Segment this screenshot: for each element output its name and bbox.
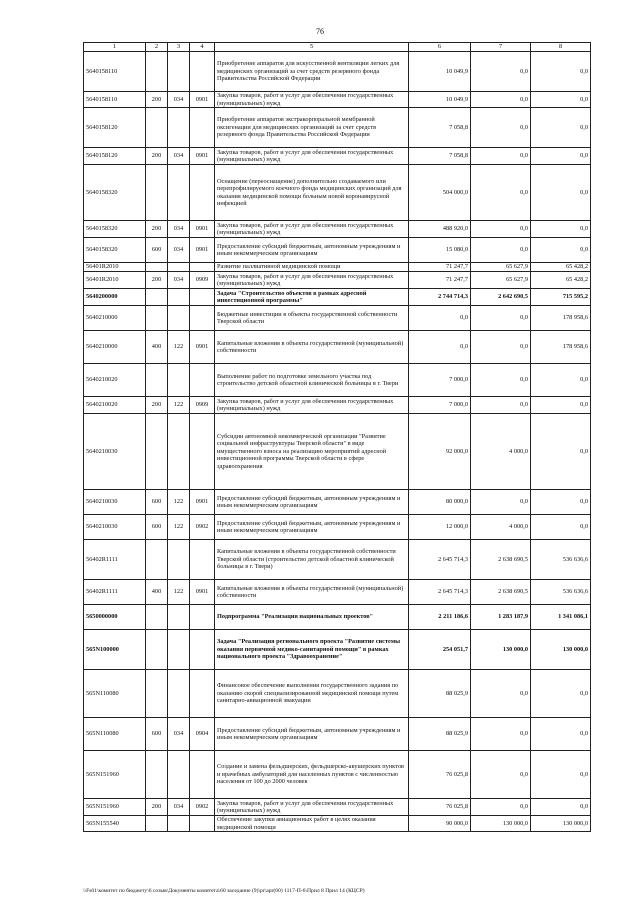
section-code	[190, 540, 215, 580]
column-number: 8	[531, 43, 591, 52]
amount-year-2: 65 627,9	[471, 263, 531, 272]
admin-code	[168, 630, 190, 670]
amount-year-3: 0,0	[531, 364, 591, 397]
table-row	[84, 718, 591, 751]
amount-year-2: 2 642 690,5	[471, 289, 531, 306]
item-description: Оснащение (переоснащение) дополнительно создаваемого или перепрофилируемого коечного фонда медицинских организаций для оказания медицинской помощи больным новой коронавирусной инфекцией	[215, 165, 409, 221]
admin-code	[168, 670, 190, 718]
amount-year-3: 1 341 086,1	[531, 605, 591, 630]
amount-year-2: 2 638 690,5	[471, 580, 531, 605]
amount-year-3: 130 000,0	[531, 816, 591, 832]
item-description: Закупка товаров, работ и услуг для обеспечения государственных (муниципальных) нужд	[215, 397, 409, 414]
amount-year-2: 0,0	[471, 670, 531, 718]
section-code: 0902	[190, 515, 215, 540]
budget-code: 5640158110	[84, 92, 146, 108]
amount-year-3: 0,0	[531, 221, 591, 238]
amount-year-2: 0,0	[471, 221, 531, 238]
item-description: Обеспечение закупки авиационных работ в целях оказания медицинской помощи	[215, 816, 409, 832]
budget-code: 565N151960	[84, 751, 146, 799]
table-row	[84, 605, 591, 630]
amount-year-2: 0,0	[471, 148, 531, 165]
expense-type-code: 600	[146, 515, 168, 540]
budget-table	[83, 42, 591, 832]
section-code: 0904	[190, 718, 215, 751]
table-row	[84, 92, 591, 108]
expense-type-code: 600	[146, 718, 168, 751]
amount-year-1: 90 000,0	[409, 816, 471, 832]
amount-year-3: 0,0	[531, 92, 591, 108]
section-code: 0901	[190, 148, 215, 165]
amount-year-1: 0,0	[409, 331, 471, 364]
admin-code	[168, 816, 190, 832]
expense-type-code: 200	[146, 221, 168, 238]
section-code: 0901	[190, 490, 215, 515]
amount-year-3: 536 636,6	[531, 540, 591, 580]
amount-year-1: 88 025,9	[409, 718, 471, 751]
amount-year-3: 0,0	[531, 799, 591, 816]
budget-code: 5640210030	[84, 515, 146, 540]
item-description: Задача "Строительство объектов в рамках адресной инвестиционной программы"	[215, 289, 409, 306]
table-row	[84, 414, 591, 490]
amount-year-3: 0,0	[531, 670, 591, 718]
budget-code: 565N155540	[84, 816, 146, 832]
amount-year-2: 4 000,0	[471, 414, 531, 490]
amount-year-2: 0,0	[471, 364, 531, 397]
table-row	[84, 540, 591, 580]
budget-code: 5640158110	[84, 52, 146, 92]
section-code	[190, 306, 215, 331]
expense-type-code	[146, 605, 168, 630]
column-number-row	[84, 43, 591, 52]
section-code: 0909	[190, 272, 215, 289]
column-number: 5	[215, 43, 409, 52]
amount-year-2: 0,0	[471, 108, 531, 148]
table-row	[84, 799, 591, 816]
amount-year-3: 0,0	[531, 52, 591, 92]
section-code: 0909	[190, 397, 215, 414]
budget-code: 5640210000	[84, 331, 146, 364]
amount-year-1: 71 247,7	[409, 263, 471, 272]
amount-year-2: 0,0	[471, 238, 531, 263]
section-code	[190, 263, 215, 272]
column-number: 6	[409, 43, 471, 52]
budget-code: 5640158320	[84, 238, 146, 263]
expense-type-code: 200	[146, 799, 168, 816]
amount-year-2: 1 283 187,9	[471, 605, 531, 630]
amount-year-1: 2 645 714,3	[409, 540, 471, 580]
expense-type-code	[146, 364, 168, 397]
budget-code: 5640158320	[84, 165, 146, 221]
amount-year-2: 0,0	[471, 751, 531, 799]
section-code: 0901	[190, 580, 215, 605]
table-row	[84, 165, 591, 221]
amount-year-2: 0,0	[471, 92, 531, 108]
item-description: Финансовое обеспечение выполнения государственного задания по оказанию скорой специализированной медицинской помощи путем санитарно-авиационной эвакуации	[215, 670, 409, 718]
budget-code: 5640158120	[84, 108, 146, 148]
section-code	[190, 165, 215, 221]
admin-code	[168, 289, 190, 306]
item-description: Закупка товаров, работ и услуг для обеспечения государственных (муниципальных) нужд	[215, 92, 409, 108]
column-number: 4	[190, 43, 215, 52]
amount-year-1: 2 211 186,6	[409, 605, 471, 630]
amount-year-3: 65 428,2	[531, 263, 591, 272]
file-path-footer: \\Fs01\комитет по бюджету\6 созыв\Документы комитета\60 заседание (9)\pr\apr(60) 1117-П-6\Прил 8 Прил 14 (КЦСР)	[83, 888, 365, 894]
admin-code: 122	[168, 490, 190, 515]
amount-year-1: 7 000,0	[409, 397, 471, 414]
item-description: Приобретение аппаратов экстракорпоральной мембранной оксигенации для медицинских организаций за счет средств резервного фонда Правительства Российской Федерации	[215, 108, 409, 148]
item-description: Капитальные вложения в объекты государственной собственности Тверской области (строительство детской областной клинической больницы в г. Твери)	[215, 540, 409, 580]
item-description: Выполнение работ по подготовке земельного участка под строительство детской областной клинической больницы в г. Твери	[215, 364, 409, 397]
expense-type-code: 400	[146, 580, 168, 605]
budget-code: 5650000000	[84, 605, 146, 630]
amount-year-3: 0,0	[531, 238, 591, 263]
admin-code: 034	[168, 92, 190, 108]
amount-year-1: 2 744 714,3	[409, 289, 471, 306]
admin-code: 122	[168, 515, 190, 540]
budget-code: 56401R2010	[84, 263, 146, 272]
admin-code	[168, 263, 190, 272]
amount-year-1: 2 645 714,3	[409, 580, 471, 605]
item-description: Предоставление субсидий бюджетным, автономным учреждениям и иным некоммерческим организациям	[215, 718, 409, 751]
amount-year-2: 0,0	[471, 165, 531, 221]
section-code	[190, 364, 215, 397]
admin-code: 034	[168, 238, 190, 263]
table-row	[84, 751, 591, 799]
table-row	[84, 263, 591, 272]
table-row	[84, 364, 591, 397]
table-row	[84, 397, 591, 414]
budget-code: 565N100000	[84, 630, 146, 670]
amount-year-3: 0,0	[531, 751, 591, 799]
budget-code: 565N110080	[84, 670, 146, 718]
table-row	[84, 221, 591, 238]
expense-type-code	[146, 306, 168, 331]
amount-year-1: 71 247,7	[409, 272, 471, 289]
table-row	[84, 630, 591, 670]
budget-code: 565N110080	[84, 718, 146, 751]
amount-year-1: 254 051,7	[409, 630, 471, 670]
section-code	[190, 670, 215, 718]
section-code	[190, 108, 215, 148]
admin-code: 122	[168, 580, 190, 605]
amount-year-1: 7 000,0	[409, 364, 471, 397]
admin-code	[168, 52, 190, 92]
column-number: 1	[84, 43, 146, 52]
amount-year-3: 0,0	[531, 165, 591, 221]
admin-code: 034	[168, 799, 190, 816]
amount-year-1: 92 000,0	[409, 414, 471, 490]
expense-type-code	[146, 816, 168, 832]
admin-code: 034	[168, 272, 190, 289]
amount-year-1: 488 920,0	[409, 221, 471, 238]
expense-type-code: 200	[146, 92, 168, 108]
section-code: 0901	[190, 238, 215, 263]
item-description: Предоставление субсидий бюджетным, автономным учреждениям и иным некоммерческим организациям	[215, 238, 409, 263]
admin-code: 034	[168, 718, 190, 751]
expense-type-code: 200	[146, 272, 168, 289]
budget-code: 565N151960	[84, 799, 146, 816]
admin-code	[168, 540, 190, 580]
item-description: Капитальные вложения в объекты государственной (муниципальной) собственности	[215, 331, 409, 364]
amount-year-2: 4 000,0	[471, 515, 531, 540]
amount-year-3: 178 958,6	[531, 331, 591, 364]
budget-code: 56402R1111	[84, 540, 146, 580]
budget-code: 5640200000	[84, 289, 146, 306]
admin-code	[168, 364, 190, 397]
amount-year-3: 0,0	[531, 718, 591, 751]
amount-year-1: 76 025,8	[409, 751, 471, 799]
table-row	[84, 306, 591, 331]
amount-year-2: 0,0	[471, 397, 531, 414]
expense-type-code	[146, 52, 168, 92]
section-code	[190, 751, 215, 799]
budget-code: 56401R2010	[84, 272, 146, 289]
amount-year-1: 10 049,9	[409, 52, 471, 92]
admin-code	[168, 414, 190, 490]
admin-code	[168, 751, 190, 799]
amount-year-3: 0,0	[531, 108, 591, 148]
amount-year-3: 0,0	[531, 515, 591, 540]
item-description: Подпрограмма "Реализация национальных проектов"	[215, 605, 409, 630]
amount-year-2: 65 627,9	[471, 272, 531, 289]
amount-year-2: 2 638 690,5	[471, 540, 531, 580]
budget-code: 5640158120	[84, 148, 146, 165]
amount-year-1: 7 058,8	[409, 108, 471, 148]
expense-type-code	[146, 540, 168, 580]
admin-code: 122	[168, 397, 190, 414]
page-number: 76	[316, 27, 324, 36]
column-number: 3	[168, 43, 190, 52]
table-row	[84, 816, 591, 832]
section-code	[190, 52, 215, 92]
budget-code: 5640210000	[84, 306, 146, 331]
column-number: 7	[471, 43, 531, 52]
table-row	[84, 148, 591, 165]
budget-code: 5640210020	[84, 364, 146, 397]
admin-code: 034	[168, 148, 190, 165]
amount-year-2: 0,0	[471, 799, 531, 816]
admin-code	[168, 108, 190, 148]
amount-year-1: 15 080,0	[409, 238, 471, 263]
item-description: Субсидии автономной некоммерческой организации "Развитие социальной инфраструктуры Тверской области" в виде имущественного взноса на реализацию мероприятий адресной инвестиционной программы Тверской области в сфере здравоохранения	[215, 414, 409, 490]
amount-year-3: 0,0	[531, 148, 591, 165]
amount-year-2: 0,0	[471, 718, 531, 751]
amount-year-1: 504 000,0	[409, 165, 471, 221]
table-row	[84, 580, 591, 605]
admin-code: 034	[168, 221, 190, 238]
section-code: 0901	[190, 331, 215, 364]
expense-type-code	[146, 165, 168, 221]
section-code	[190, 414, 215, 490]
section-code: 0902	[190, 799, 215, 816]
amount-year-1: 12 000,0	[409, 515, 471, 540]
amount-year-2: 130 000,0	[471, 816, 531, 832]
section-code	[190, 605, 215, 630]
item-description: Создание и замена фельдшерских, фельдшерско-акушерских пунктов и врачебных амбулаторий для населенных пунктов с численностью населения от 100 до 2000 человек	[215, 751, 409, 799]
expense-type-code: 600	[146, 238, 168, 263]
amount-year-1: 0,0	[409, 306, 471, 331]
table-row	[84, 289, 591, 306]
column-number: 2	[146, 43, 168, 52]
expense-type-code: 200	[146, 397, 168, 414]
amount-year-2: 130 000,0	[471, 630, 531, 670]
expense-type-code: 600	[146, 490, 168, 515]
amount-year-3: 178 958,6	[531, 306, 591, 331]
table-row	[84, 272, 591, 289]
item-description: Закупка товаров, работ и услуг для обеспечения государственных (муниципальных) нужд	[215, 272, 409, 289]
amount-year-3: 0,0	[531, 397, 591, 414]
expense-type-code	[146, 263, 168, 272]
amount-year-2: 0,0	[471, 306, 531, 331]
section-code: 0901	[190, 92, 215, 108]
admin-code	[168, 306, 190, 331]
item-description: Задача "Реализация регионального проекта "Развитие системы оказания первичной медико-санитарной помощи" в рамках национального проекта "Здравоохранение"	[215, 630, 409, 670]
item-description: Развитие паллиативной медицинской помощи	[215, 263, 409, 272]
amount-year-3: 0,0	[531, 490, 591, 515]
section-code	[190, 816, 215, 832]
table-row	[84, 52, 591, 92]
amount-year-2: 0,0	[471, 331, 531, 364]
amount-year-3: 536 636,6	[531, 580, 591, 605]
section-code	[190, 289, 215, 306]
amount-year-1: 7 058,8	[409, 148, 471, 165]
expense-type-code	[146, 108, 168, 148]
item-description: Закупка товаров, работ и услуг для обеспечения государственных (муниципальных) нужд	[215, 148, 409, 165]
amount-year-3: 0,0	[531, 414, 591, 490]
expense-type-code: 200	[146, 148, 168, 165]
amount-year-1: 88 025,9	[409, 670, 471, 718]
amount-year-1: 80 000,0	[409, 490, 471, 515]
expense-type-code	[146, 670, 168, 718]
table-row	[84, 490, 591, 515]
item-description: Бюджетные инвестиции в объекты государственной собственности Тверской области	[215, 306, 409, 331]
amount-year-2: 0,0	[471, 52, 531, 92]
section-code: 0901	[190, 221, 215, 238]
table-row	[84, 238, 591, 263]
budget-code: 5640210020	[84, 397, 146, 414]
amount-year-1: 10 049,9	[409, 92, 471, 108]
budget-code: 56402R1111	[84, 580, 146, 605]
table-row	[84, 108, 591, 148]
section-code	[190, 630, 215, 670]
amount-year-3: 65 428,2	[531, 272, 591, 289]
budget-code: 5640210030	[84, 490, 146, 515]
item-description: Капитальные вложения в объекты государственной (муниципальной) собственности	[215, 580, 409, 605]
item-description: Закупка товаров, работ и услуг для обеспечения государственных (муниципальных) нужд	[215, 799, 409, 816]
table-body	[84, 52, 591, 832]
expense-type-code	[146, 751, 168, 799]
amount-year-3: 130 000,0	[531, 630, 591, 670]
expense-type-code	[146, 289, 168, 306]
item-description: Закупка товаров, работ и услуг для обеспечения государственных (муниципальных) нужд	[215, 221, 409, 238]
amount-year-2: 0,0	[471, 490, 531, 515]
admin-code	[168, 165, 190, 221]
admin-code	[168, 605, 190, 630]
item-description: Приобретение аппаратов для искусственной вентиляции легких для медицинских организаций за счет средств резервного фонда Правительства Российской Федерации	[215, 52, 409, 92]
budget-code: 5640210030	[84, 414, 146, 490]
table-row	[84, 331, 591, 364]
expense-type-code	[146, 414, 168, 490]
expense-type-code: 400	[146, 331, 168, 364]
table-row	[84, 670, 591, 718]
admin-code: 122	[168, 331, 190, 364]
amount-year-3: 715 595,2	[531, 289, 591, 306]
item-description: Предоставление субсидий бюджетным, автономным учреждениям и иным некоммерческим организациям	[215, 490, 409, 515]
expense-type-code	[146, 630, 168, 670]
table-row	[84, 515, 591, 540]
amount-year-1: 76 025,8	[409, 799, 471, 816]
item-description: Предоставление субсидий бюджетным, автономным учреждениям и иным некоммерческим организациям	[215, 515, 409, 540]
budget-code: 5640158320	[84, 221, 146, 238]
